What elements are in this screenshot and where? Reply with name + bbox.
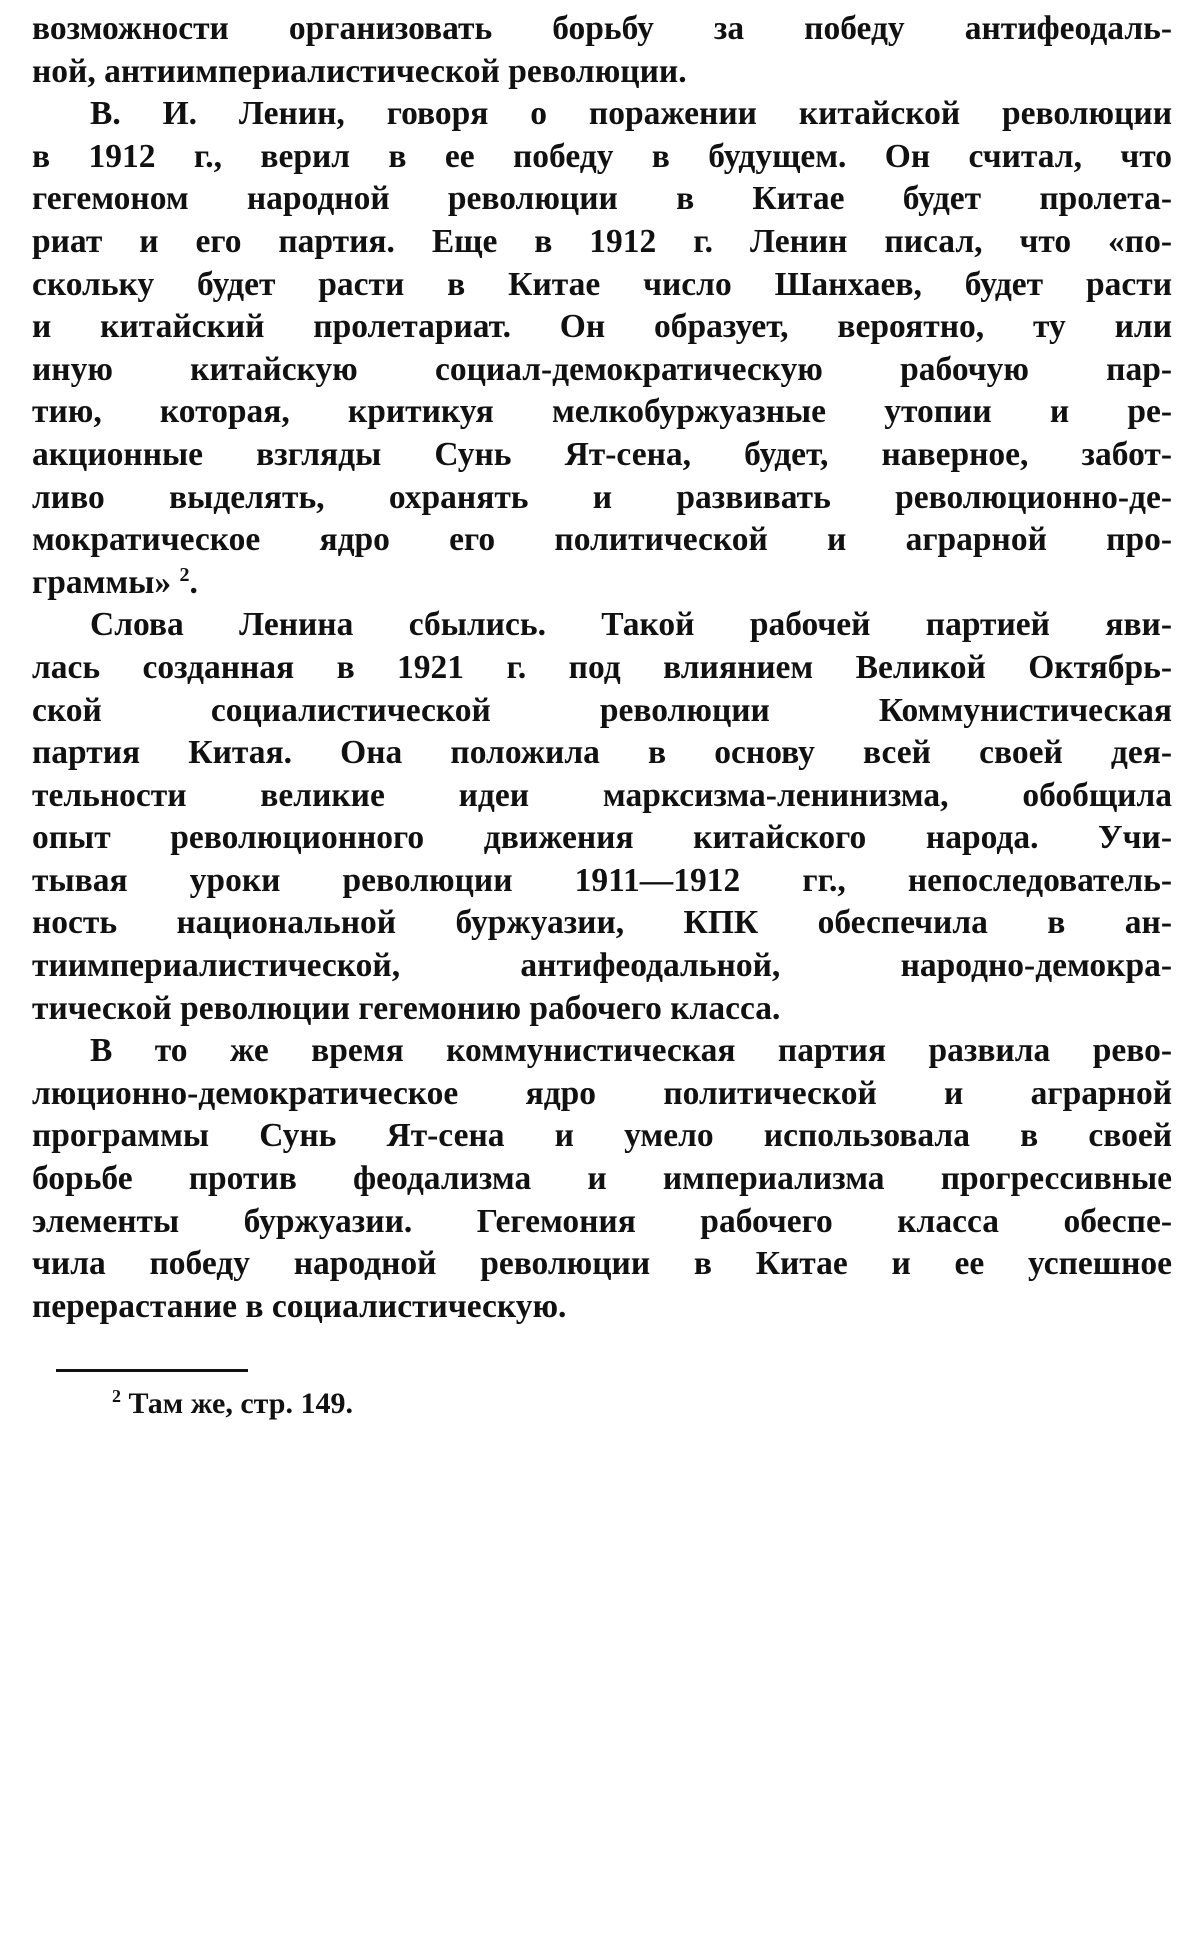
text-line: программы Сунь Ят-сена и умело использовала в своей: [32, 1117, 1172, 1155]
text-line-fragment: граммы»: [32, 563, 172, 601]
text-line: опыт революционного движения китайского народа. Учи-: [32, 819, 1172, 857]
text-line: граммы» $^2$.: [32, 563, 198, 601]
text-line: тывая уроки революции 1911—1912 гг., непоследователь-: [32, 861, 1172, 899]
text-line: перерастание в социалистическую.: [32, 1287, 567, 1325]
paragraph-2: [32, 93, 1172, 604]
text-line: элементы буржуазии. Гегемония рабочего класса обеспе-: [32, 1202, 1172, 1240]
text-line: тию, которая, критикуя мелкобуржуазные утопии и ре-: [32, 393, 1172, 431]
text-line: лась созданная в 1921 г. под влиянием Великой Октябрь-: [32, 648, 1172, 686]
footnote-text: Там же, стр. 149.: [128, 1387, 353, 1420]
text-line: ной, антиимпериалистической революции.: [32, 52, 687, 90]
text-line: партия Китая. Она положила в основу всей своей дея-: [32, 734, 1172, 772]
text-line: иную китайскую социал-демократическую рабочую пар-: [32, 350, 1172, 388]
text-line: борьбе против феодализма и империализма прогрессивные: [32, 1160, 1172, 1198]
text-line: ливо выделять, охранять и развивать революционно-де-: [32, 478, 1172, 516]
footnote-marker: 2: [112, 1386, 121, 1406]
text-line: тиимпериалистической, антифеодальной, народно-демокра-: [32, 947, 1172, 985]
text-line: риат и его партия. Еще в 1912 г. Ленин писал, что «по-: [32, 222, 1172, 260]
text-line: мократическое ядро его политической и аграрной про-: [32, 521, 1172, 559]
text-line: ской социалистической революции Коммунистическая: [32, 691, 1172, 729]
text-line: акционные взгляды Сунь Ят-сена, будет, наверное, забот-: [32, 435, 1172, 473]
text-line: возможности организовать борьбу за победу антифеодаль-: [32, 10, 1172, 47]
paragraph-3: [32, 604, 1172, 1030]
text-line: гегемоном народной революции в Китае будет пролета-: [32, 180, 1172, 218]
page-body: [32, 8, 1172, 1328]
paragraph-1: [32, 8, 1172, 93]
text-line: В. И. Ленин, говоря о поражении китайской революции: [90, 95, 1172, 133]
text-line: ность национальной буржуазии, КПК обеспечила в ан-: [32, 904, 1172, 942]
text-line: В то же время коммунистическая партия развила рево-: [90, 1032, 1172, 1070]
footnote: [112, 1386, 353, 1422]
footnote-reference: 2: [179, 563, 190, 586]
text-line: и китайский пролетариат. Он образует, вероятно, ту или: [32, 308, 1172, 346]
text-line: скольку будет расти в Китае число Шанхаев, будет расти: [32, 265, 1172, 303]
text-line: люционно-демократическое ядро политической и аграрной: [32, 1074, 1172, 1112]
text-line: Слова Ленина сбылись. Такой рабочей партией яви-: [90, 606, 1172, 644]
text-line: тической революции гегемонию рабочего класса.: [32, 989, 781, 1027]
text-line: в 1912 г., верил в ее победу в будущем. Он считал, что: [32, 137, 1172, 175]
text-line: тельности великие идеи марксизма-ленинизма, обобщила: [32, 776, 1172, 814]
footnote-separator: [56, 1369, 248, 1372]
paragraph-4: [32, 1030, 1172, 1328]
text-line: чила победу народной революции в Китае и ее успешное: [32, 1245, 1172, 1283]
